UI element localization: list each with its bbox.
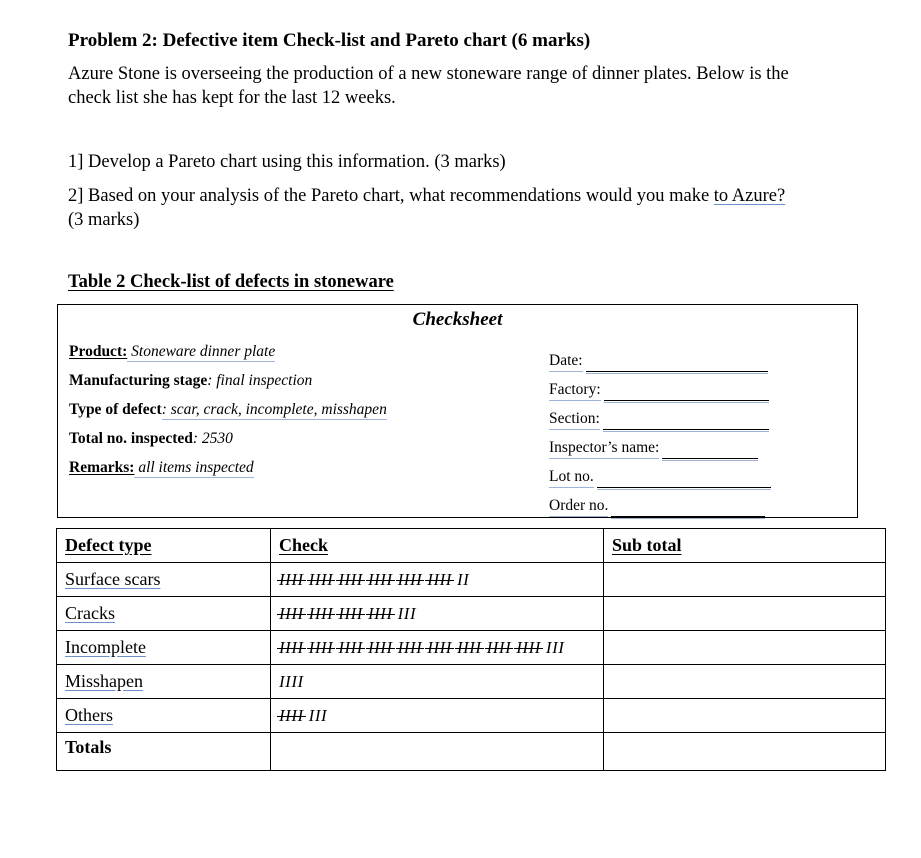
question-2-text: 2] Based on your analysis of the Pareto chart, what recommendations would you make bbox=[68, 186, 714, 206]
order-field[interactable] bbox=[611, 502, 765, 517]
table-title: Table 2 Check-list of defects in stoneware bbox=[68, 272, 394, 292]
order-label: Order no. bbox=[549, 497, 608, 517]
tally-group-of-five: IIII bbox=[486, 637, 512, 657]
defect-type-label: Type of defect bbox=[69, 401, 162, 418]
tally-group-of-five: IIII bbox=[279, 705, 304, 725]
table-header-row bbox=[57, 529, 886, 563]
defect-type-text: Surface scars bbox=[65, 569, 161, 589]
checksheet-info bbox=[69, 343, 387, 488]
totals-label: Totals bbox=[57, 733, 271, 771]
tally-group-of-five: IIII bbox=[427, 569, 452, 589]
defect-type-cell bbox=[57, 699, 271, 733]
defect-type-text: Cracks bbox=[65, 603, 115, 623]
table-row bbox=[57, 563, 886, 597]
subtotal-cell[interactable] bbox=[604, 665, 886, 699]
intro-paragraph bbox=[68, 62, 868, 110]
tally-group-of-five: IIII bbox=[367, 637, 393, 657]
totals-check bbox=[271, 733, 604, 771]
tally-cell bbox=[271, 563, 604, 597]
tally-remainder: IIII bbox=[279, 671, 304, 691]
lot-label: Lot no. bbox=[549, 468, 594, 488]
defect-type-text: Misshapen bbox=[65, 671, 143, 691]
defect-type-text: Incomplete bbox=[65, 637, 146, 657]
tally-group-of-five: IIII bbox=[308, 569, 334, 589]
total-inspected-row bbox=[69, 430, 387, 459]
tally-group-of-five: IIII bbox=[338, 637, 363, 657]
tally-cell bbox=[271, 631, 604, 665]
remarks-value: all items inspected bbox=[134, 459, 254, 476]
tally-remainder: III bbox=[397, 603, 417, 623]
section-row bbox=[549, 401, 771, 430]
stage-row bbox=[69, 372, 387, 401]
defect-type-cell bbox=[57, 563, 271, 597]
product-value: Stoneware dinner plate bbox=[127, 343, 276, 360]
tally-cell bbox=[271, 699, 604, 733]
problem-title: Problem 2: Defective item Check-list and Pareto chart (6 marks) bbox=[68, 30, 591, 51]
inspector-label: Inspector’s name: bbox=[549, 439, 659, 459]
tally-group-of-five: IIII bbox=[397, 569, 423, 589]
totals-subtotal[interactable] bbox=[604, 733, 886, 771]
tally-cell bbox=[271, 665, 604, 699]
tally-remainder: II bbox=[456, 569, 470, 589]
header-defect-type: Defect type bbox=[57, 529, 271, 563]
header-subtotal: Sub total bbox=[604, 529, 886, 563]
question-2 bbox=[68, 184, 868, 232]
lot-field[interactable] bbox=[597, 473, 771, 488]
tally-group-of-five: IIII bbox=[279, 603, 304, 623]
tally-remainder: III bbox=[308, 705, 328, 725]
subtotal-cell[interactable] bbox=[604, 699, 886, 733]
question-2-link-text: to Azure? bbox=[713, 186, 786, 206]
subtotal-cell[interactable] bbox=[604, 597, 886, 631]
header-check: Check bbox=[271, 529, 604, 563]
tally-group-of-five: IIII bbox=[308, 637, 334, 657]
tally-group-of-five: IIII bbox=[338, 603, 363, 623]
date-label: Date: bbox=[549, 352, 583, 372]
lot-row bbox=[549, 459, 771, 488]
subtotal-cell[interactable] bbox=[604, 631, 886, 665]
table-row bbox=[57, 597, 886, 631]
stage-label: Manufacturing stage bbox=[69, 372, 208, 389]
total-inspected-value: : 2530 bbox=[192, 430, 233, 447]
tally-group-of-five: IIII bbox=[338, 569, 363, 589]
total-inspected-label: Total no. inspected bbox=[69, 430, 193, 447]
table-row bbox=[57, 699, 886, 733]
product-row bbox=[69, 343, 387, 372]
defect-type-row bbox=[69, 401, 387, 430]
tally-group-of-five: IIII bbox=[516, 637, 541, 657]
product-label: Product: bbox=[69, 343, 128, 360]
tally-group-of-five: IIII bbox=[367, 603, 393, 623]
inspector-row bbox=[549, 430, 771, 459]
remarks-label: Remarks: bbox=[69, 459, 135, 476]
defect-type-text: Others bbox=[65, 705, 113, 725]
defect-type-value: : scar, crack, incomplete, misshapen bbox=[161, 401, 387, 418]
stage-value: : final inspection bbox=[207, 372, 313, 389]
tally-group-of-five: IIII bbox=[279, 569, 304, 589]
defect-type-cell bbox=[57, 597, 271, 631]
factory-field[interactable] bbox=[604, 386, 769, 401]
date-field[interactable] bbox=[586, 357, 768, 372]
remarks-row bbox=[69, 459, 387, 488]
tally-cell bbox=[271, 597, 604, 631]
checksheet-box bbox=[57, 304, 858, 518]
table-row bbox=[57, 665, 886, 699]
tally-group-of-five: IIII bbox=[279, 637, 304, 657]
factory-row bbox=[549, 372, 771, 401]
section-field[interactable] bbox=[603, 415, 769, 430]
intro-line-1: Azure Stone is overseeing the production of a new stoneware range of dinner plates. Below is the bbox=[68, 64, 789, 84]
defect-type-cell bbox=[57, 631, 271, 665]
question-2-marks: (3 marks) bbox=[68, 210, 140, 230]
checksheet-heading: Checksheet bbox=[412, 309, 503, 330]
checksheet-fields bbox=[549, 343, 771, 517]
section-label: Section: bbox=[549, 410, 600, 430]
date-row bbox=[549, 343, 771, 372]
defects-table bbox=[56, 528, 886, 771]
totals-row bbox=[57, 733, 886, 771]
defect-type-cell bbox=[57, 665, 271, 699]
tally-group-of-five: IIII bbox=[367, 569, 393, 589]
factory-label: Factory: bbox=[549, 381, 601, 401]
subtotal-cell[interactable] bbox=[604, 563, 886, 597]
tally-group-of-five: IIII bbox=[456, 637, 482, 657]
tally-group-of-five: IIII bbox=[308, 603, 334, 623]
tally-group-of-five: IIII bbox=[427, 637, 452, 657]
question-1: 1] Develop a Pareto chart using this information. (3 marks) bbox=[68, 152, 506, 172]
tally-group-of-five: IIII bbox=[397, 637, 423, 657]
tally-remainder: III bbox=[545, 637, 565, 657]
inspector-field[interactable] bbox=[662, 444, 758, 459]
table-row bbox=[57, 631, 886, 665]
intro-line-2: check list she has kept for the last 12 weeks. bbox=[68, 88, 396, 108]
order-row bbox=[549, 488, 771, 517]
